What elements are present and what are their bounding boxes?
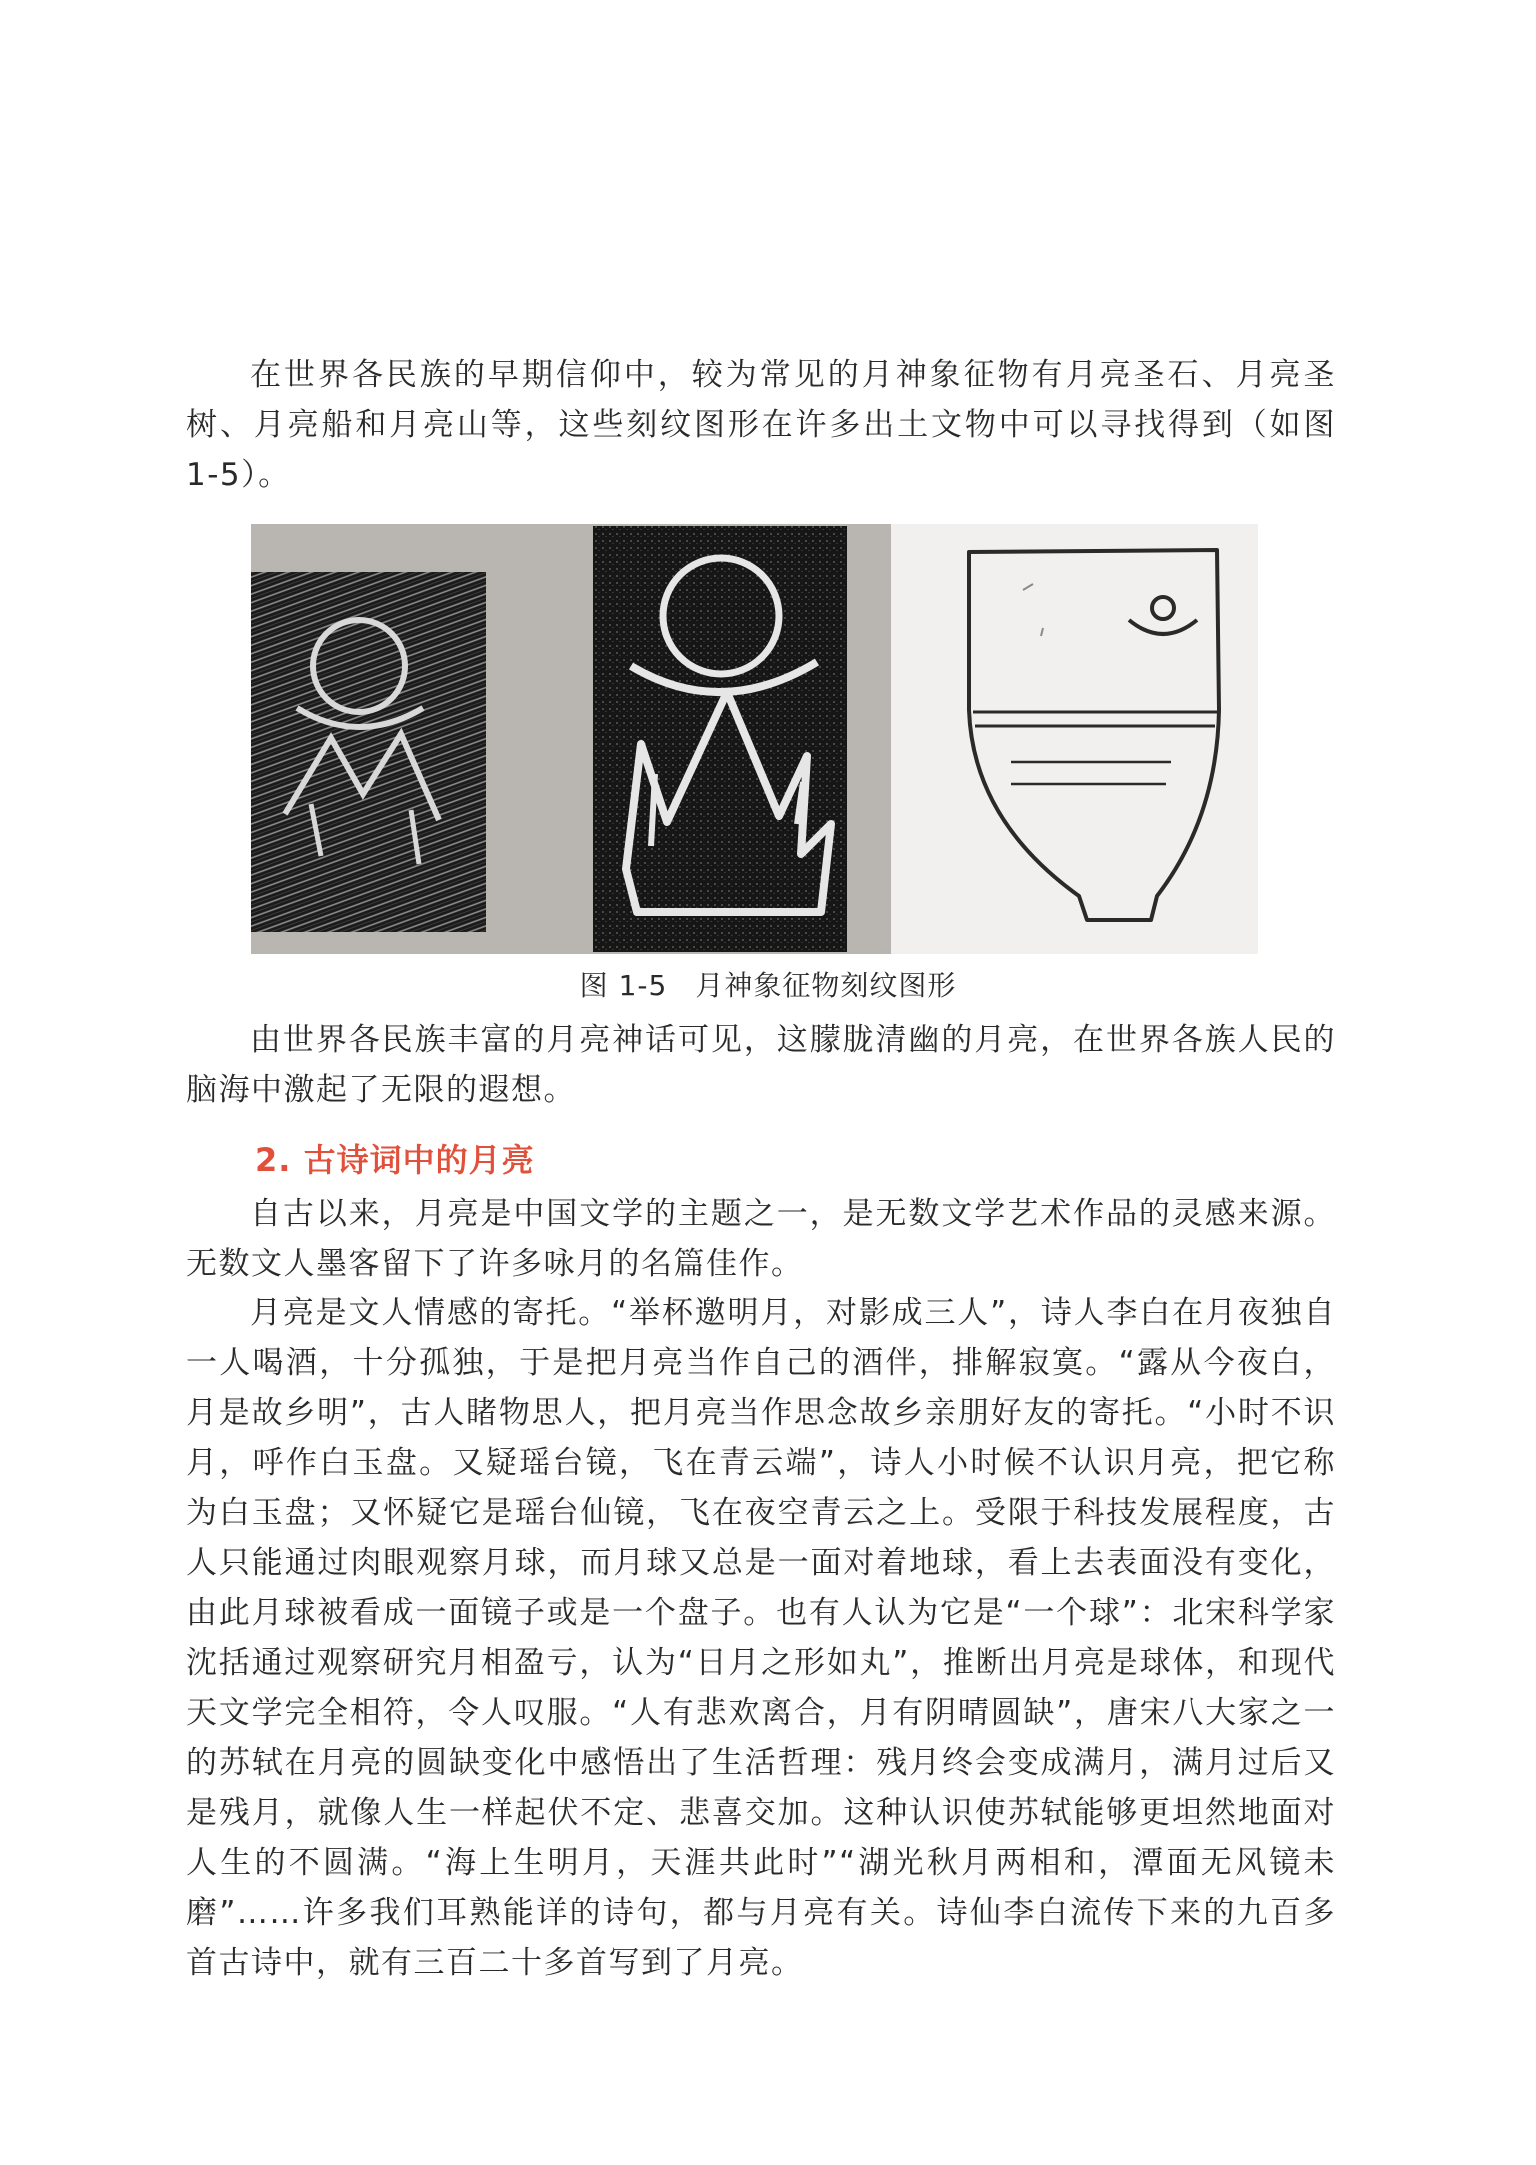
figure-title: 月神象征物刻纹图形: [695, 969, 957, 1002]
engravings-illustration: [251, 524, 1258, 954]
section-heading: 2. 古诗词中的月亮: [255, 1141, 535, 1179]
moon-stone-rubbing-left: [251, 572, 486, 932]
paragraph-moon-symbols: 在世界各民族的早期信仰中，较为常见的月神象征物有月亮圣石、月亮圣树、月亮船和月亮山等，这些刻纹图形在许多出土文物中可以寻找得到（如图 1-5）。: [186, 357, 1336, 493]
moon-mountain-rubbing-center: [593, 526, 847, 952]
paragraph-poetry-moon: 月亮是文人情感的寄托。“举杯邀明月，对影成三人”，诗人李白在月夜独自一人喝酒，十分孤独，于是把月亮当作自己的酒伴，排解寂寞。“露从今夜白，月是故乡明”，古人睹物思人，把月亮当作思念故乡亲朋好友的寄托。“小时不识月，呼作白玉盘。又疑瑶台镜，飞在青云端”，诗人小时候不认识月亮，把它称为白玉盘；又怀疑它是瑶台仙镜，飞在夜空青云之上。受限于科技发展程度，古人只能通过肉眼观察月球，而月球又总是一面对着地球，看上去表面没有变化，由此月球被看成一面镜子或是一个盘子。也有人认为它是“一个球”：北宋科学家沈括通过观察研究月相盈亏，认为“日月之形如丸”，推断出月亮是球体，和现代天文学完全相符，令人叹服。“人有悲欢离合，月有阴晴圆缺”，唐宋八大家之一的苏轼在月亮的圆缺变化中感悟出了生活哲理：残月终会变成满月，满月过后又是残月，就像人生一样起伏不定、悲喜交加。这种认识使苏轼能够更坦然地面对人生的不圆满。“海上生明月，天涯共此时”“湖光秋月两相和，潭面无风镜未磨”……许多我们耳熟能详的诗句，都与月亮有关。诗仙李白流传下来的九百多首古诗中，就有三百二十多首写到了月亮。: [186, 1295, 1336, 1981]
paragraph-literary-theme: 自古以来，月亮是中国文学的主题之一，是无数文学艺术作品的灵感来源。无数文人墨客留下了许多咏月的名篇佳作。: [186, 1196, 1336, 1282]
moon-vessel-drawing-right: [891, 524, 1258, 954]
figure-moon-symbol-engravings: [251, 524, 1258, 954]
paragraph-moon-myths: 由世界各民族丰富的月亮神话可见，这朦胧清幽的月亮，在世界各族人民的脑海中激起了无限的遐想。: [186, 1022, 1336, 1108]
figure-label: 图 1-5: [579, 969, 668, 1002]
figure-caption: [0, 966, 1536, 1006]
